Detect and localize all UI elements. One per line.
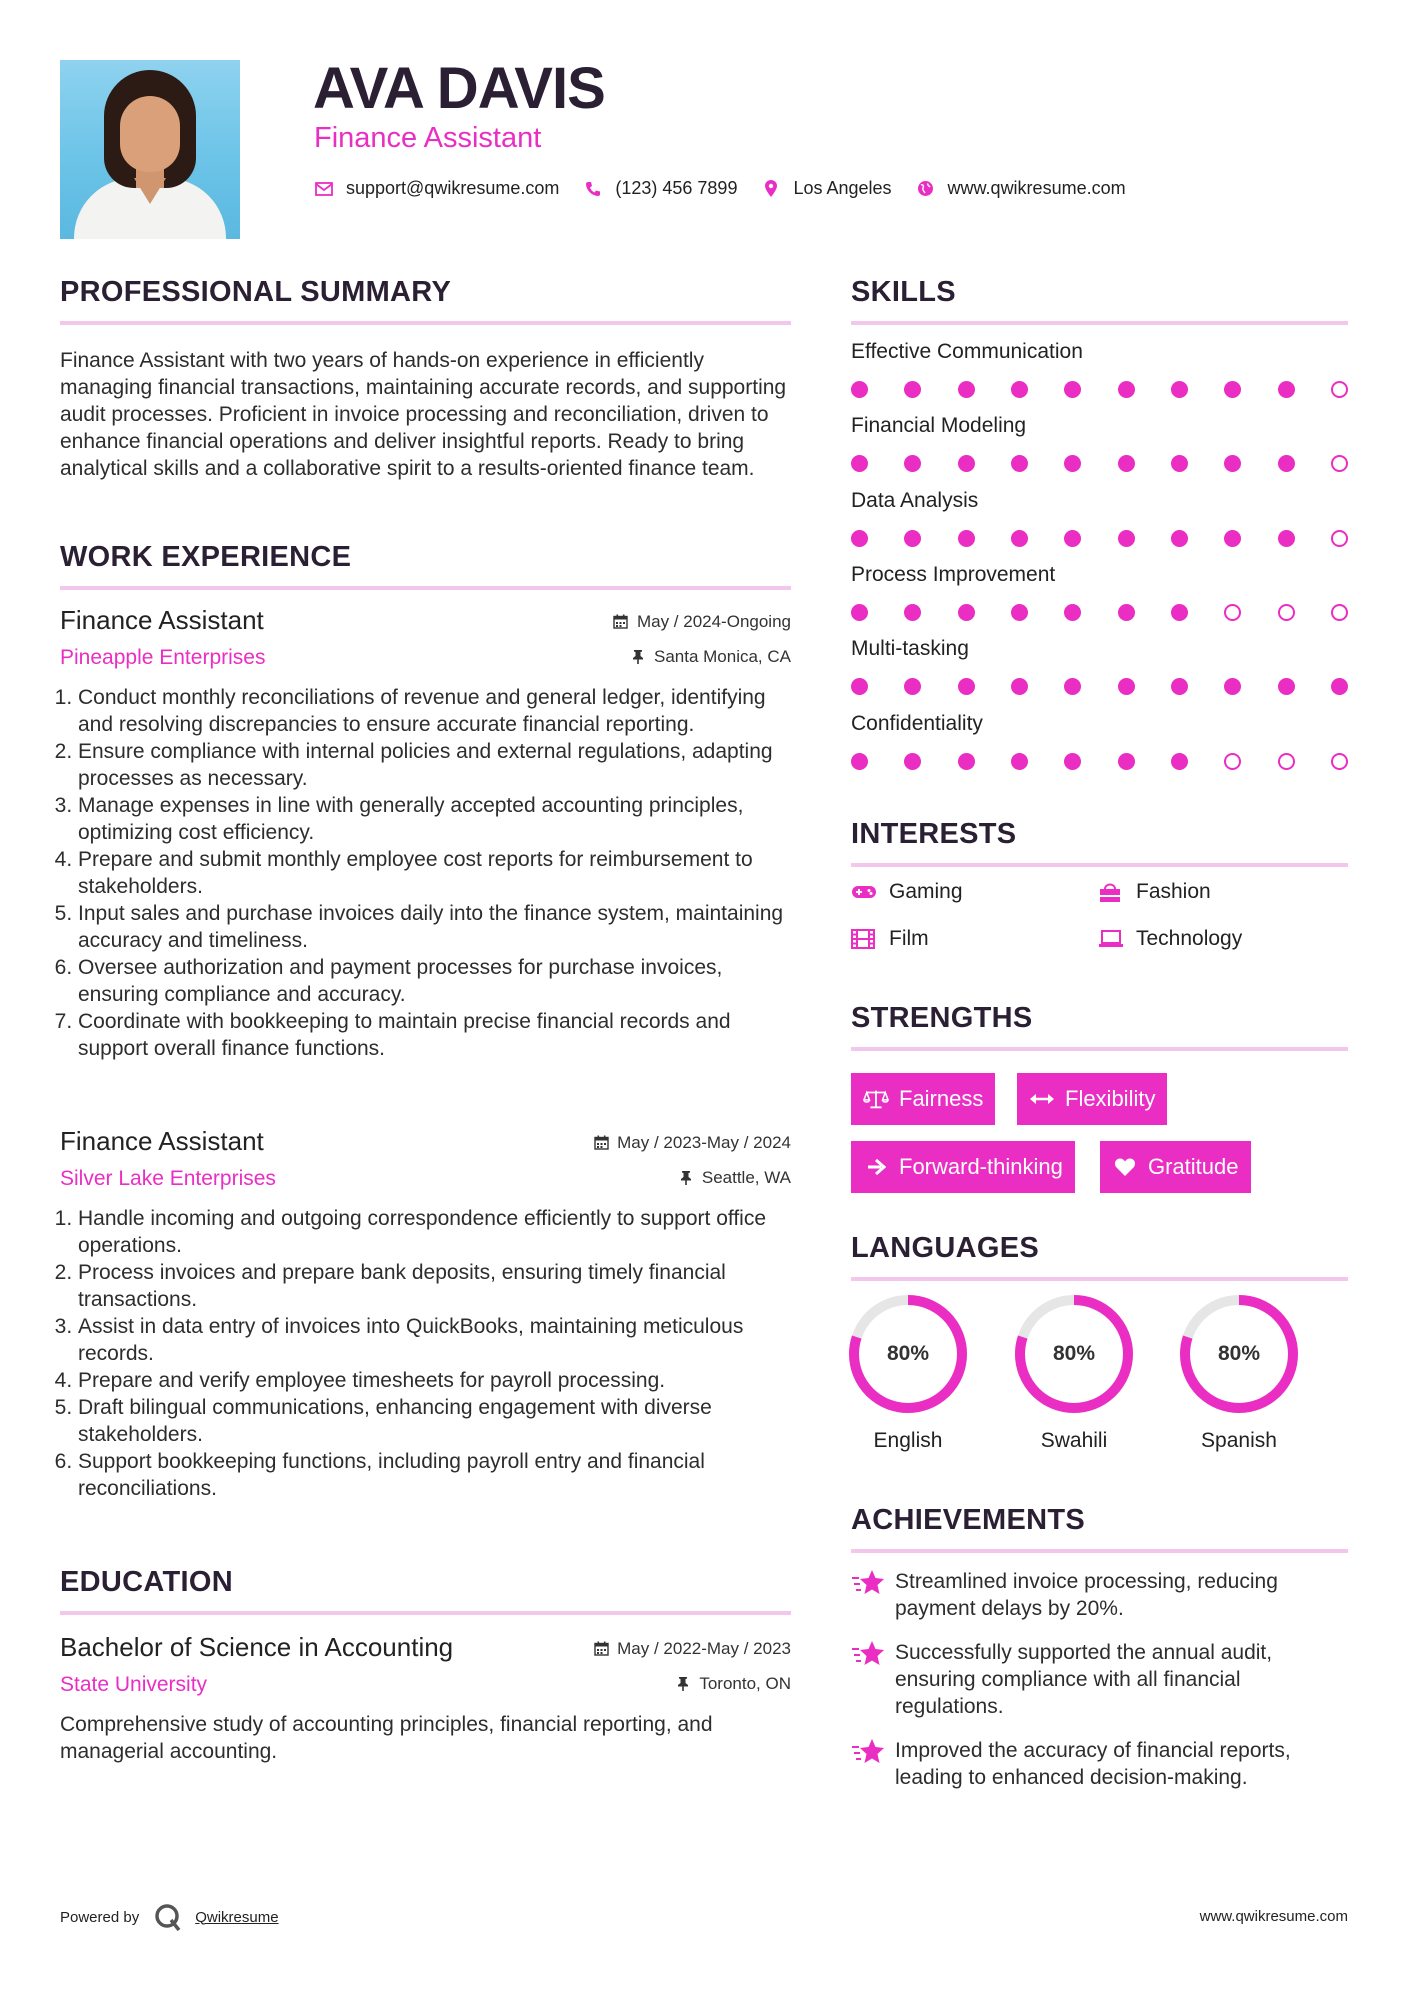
rating-dot-filled xyxy=(1278,530,1295,547)
education-entry xyxy=(60,1632,791,1765)
rating-dot-empty xyxy=(1331,530,1348,547)
location-text: Los Angeles xyxy=(793,178,892,198)
calendar-icon xyxy=(593,1641,609,1657)
rating-dot-filled xyxy=(1118,678,1135,695)
rating-dot-filled xyxy=(851,530,868,547)
skills-heading: SKILLS xyxy=(851,276,956,308)
interest-item xyxy=(851,927,929,951)
email-link[interactable]: support@qwikresume.com xyxy=(346,178,560,198)
arrows-horizontal-icon xyxy=(1029,1088,1055,1110)
duty-item: 2. Ensure compliance with internal policies and external regulations, adapting processes as necessary. xyxy=(78,738,791,792)
education-location xyxy=(675,1674,791,1694)
duty-item: 7. Coordinate with bookkeeping to maintain precise financial records and support overall finance functions. xyxy=(78,1008,791,1062)
skill-name: Multi-tasking xyxy=(851,637,969,660)
section-divider xyxy=(851,321,1348,325)
rating-dot-empty xyxy=(1278,604,1295,621)
rating-dot-filled xyxy=(1278,455,1295,472)
skill-item xyxy=(851,489,1348,547)
rating-dot-filled xyxy=(851,678,868,695)
job-date-text: May / 2024-Ongoing xyxy=(636,611,791,631)
rating-dot-empty xyxy=(1331,381,1348,398)
phone-icon xyxy=(583,179,603,199)
rating-dot-filled xyxy=(1011,604,1028,621)
globe-icon xyxy=(916,179,936,199)
calendar-icon xyxy=(593,1135,609,1151)
interest-item xyxy=(1098,927,1242,951)
achievement-text: Streamlined invoice processing, reducing payment delays by 20%. xyxy=(895,1570,1278,1620)
section-divider xyxy=(851,863,1348,867)
duty-item: 5. Draft bilingual communications, enhancing engagement with diverse stakeholders. xyxy=(78,1394,791,1448)
star-icon xyxy=(851,1737,885,1767)
skill-rating xyxy=(851,455,1348,472)
rating-dot-filled xyxy=(1118,381,1135,398)
job-entry xyxy=(60,1126,791,1502)
job-title: Finance Assistant xyxy=(60,1126,264,1156)
job-title: Finance Assistant xyxy=(60,605,264,635)
experience-section xyxy=(60,541,791,590)
footer-website[interactable]: www.qwikresume.com xyxy=(1199,1908,1348,1925)
job-entry xyxy=(60,605,791,1062)
strength-chip xyxy=(1100,1141,1251,1193)
rating-dot-filled xyxy=(904,753,921,770)
language-name: Spanish xyxy=(1201,1429,1277,1452)
job-location xyxy=(630,647,791,667)
skill-rating xyxy=(851,604,1348,621)
skill-item xyxy=(851,414,1348,472)
interest-label: Fashion xyxy=(1136,880,1211,903)
star-icon xyxy=(851,1568,885,1598)
rating-dot-filled xyxy=(958,604,975,621)
duty-item: 3. Assist in data entry of invoices into QuickBooks, maintaining meticulous records. xyxy=(78,1313,791,1367)
rating-dot-filled xyxy=(1118,530,1135,547)
skill-item xyxy=(851,637,1348,695)
skill-rating xyxy=(851,381,1348,398)
language-item xyxy=(1178,1293,1300,1453)
achievements-heading: ACHIEVEMENTS xyxy=(851,1504,1086,1536)
language-percent: 80% xyxy=(1217,1342,1261,1365)
section-divider xyxy=(60,1611,791,1615)
education-section xyxy=(60,1566,791,1615)
rating-dot-empty xyxy=(1224,604,1241,621)
skill-name: Financial Modeling xyxy=(851,414,1027,437)
rating-dot-filled xyxy=(1171,753,1188,770)
duty-item: 5. Input sales and purchase invoices daily into the finance system, maintaining accuracy and timeliness. xyxy=(78,900,791,954)
rating-dot-empty xyxy=(1224,753,1241,770)
section-divider xyxy=(60,321,791,325)
duty-item: 1. Handle incoming and outgoing correspondence efficiently to support office operations. xyxy=(78,1205,791,1259)
achievement-text: Successfully supported the annual audit, ensuring compliance with all financial regulations. xyxy=(895,1641,1273,1718)
rating-dot-filled xyxy=(1011,455,1028,472)
language-percent: 80% xyxy=(1052,1342,1096,1365)
skill-item xyxy=(851,563,1348,621)
rating-dot-filled xyxy=(1331,678,1348,695)
language-item xyxy=(1013,1293,1135,1453)
achievement-item xyxy=(851,1737,1348,1791)
rating-dot-filled xyxy=(1224,530,1241,547)
section-divider xyxy=(851,1277,1348,1281)
rating-dot-filled xyxy=(1224,455,1241,472)
brand-link[interactable]: Qwikresume xyxy=(195,1908,279,1926)
duty-item: 2. Process invoices and prepare bank deposits, ensuring timely financial transactions. xyxy=(78,1259,791,1313)
interests-heading: INTERESTS xyxy=(851,818,1017,850)
strength-label: Flexibility xyxy=(1065,1086,1156,1111)
duty-item: 1. Conduct monthly reconciliations of revenue and general ledger, identifying and resolving discrepancies to ensure accurate financial reporting. xyxy=(78,684,791,738)
rating-dot-filled xyxy=(1064,678,1081,695)
gamepad-icon xyxy=(851,881,877,903)
rating-dot-filled xyxy=(851,604,868,621)
skill-rating xyxy=(851,753,1348,770)
school-name: State University xyxy=(60,1673,208,1696)
language-gauge xyxy=(1178,1293,1300,1415)
job-location-text: Seattle, WA xyxy=(701,1167,791,1187)
qwikresume-logo-icon xyxy=(153,1902,183,1932)
envelope-icon xyxy=(314,179,334,199)
section-divider xyxy=(851,1047,1348,1051)
rating-dot-filled xyxy=(851,753,868,770)
interests-section xyxy=(851,818,1348,867)
education-description: Comprehensive study of accounting principles, financial reporting, and managerial accounting. xyxy=(60,1713,713,1763)
duty-item: 3. Manage expenses in line with generally accepted accounting principles, optimizing cost efficiency. xyxy=(78,792,791,846)
map-pin-icon xyxy=(761,179,781,199)
interest-item xyxy=(1098,880,1211,904)
arrow-right-icon xyxy=(863,1156,889,1178)
rating-dot-empty xyxy=(1278,753,1295,770)
job-date-text: May / 2023-May / 2024 xyxy=(617,1132,791,1152)
rating-dot-filled xyxy=(1064,530,1081,547)
language-name: English xyxy=(873,1429,943,1452)
rating-dot-filled xyxy=(1118,604,1135,621)
rating-dot-filled xyxy=(1224,381,1241,398)
languages-section xyxy=(851,1232,1348,1281)
calendar-icon xyxy=(613,614,629,630)
rating-dot-filled xyxy=(851,455,868,472)
rating-dot-filled xyxy=(904,381,921,398)
duties-list xyxy=(60,1205,791,1502)
rating-dot-filled xyxy=(904,678,921,695)
job-date xyxy=(613,612,791,632)
skill-name: Confidentiality xyxy=(851,712,983,735)
rating-dot-filled xyxy=(1064,604,1081,621)
skill-name: Process Improvement xyxy=(851,563,1056,586)
profile-photo xyxy=(60,60,240,239)
rating-dot-empty xyxy=(1331,455,1348,472)
rating-dot-filled xyxy=(904,604,921,621)
interest-label: Film xyxy=(889,927,929,950)
rating-dot-filled xyxy=(1224,678,1241,695)
candidate-role: Finance Assistant xyxy=(314,122,542,154)
rating-dot-filled xyxy=(1011,678,1028,695)
rating-dot-filled xyxy=(958,381,975,398)
skill-rating xyxy=(851,678,1348,695)
strength-chip xyxy=(1017,1073,1167,1125)
strength-label: Gratitude xyxy=(1148,1154,1239,1179)
skill-item xyxy=(851,712,1348,770)
strength-chip xyxy=(851,1141,1075,1193)
rating-dot-filled xyxy=(1118,455,1135,472)
pushpin-icon xyxy=(678,1170,694,1186)
skill-item xyxy=(851,340,1348,398)
rating-dot-filled xyxy=(904,530,921,547)
skill-rating xyxy=(851,530,1348,547)
rating-dot-filled xyxy=(1171,678,1188,695)
language-percent: 80% xyxy=(886,1342,930,1365)
company-name: Silver Lake Enterprises xyxy=(60,1167,276,1190)
summary-heading: PROFESSIONAL SUMMARY xyxy=(60,276,452,308)
summary-section xyxy=(60,276,791,482)
rating-dot-filled xyxy=(1011,381,1028,398)
heart-icon xyxy=(1112,1156,1138,1178)
powered-by-label: Powered by xyxy=(60,1908,140,1926)
language-item xyxy=(847,1293,969,1453)
interest-label: Gaming xyxy=(889,880,963,903)
strength-chip xyxy=(851,1073,995,1125)
language-name: Swahili xyxy=(1040,1429,1108,1452)
job-date xyxy=(593,1133,791,1153)
balance-scale-icon xyxy=(863,1088,889,1110)
star-icon xyxy=(851,1639,885,1669)
duty-item: 6. Support bookkeeping functions, including payroll entry and financial reconciliations. xyxy=(78,1448,791,1502)
skill-name: Effective Communication xyxy=(851,340,1083,363)
rating-dot-filled xyxy=(1171,530,1188,547)
footer-powered-by xyxy=(60,1902,279,1932)
rating-dot-filled xyxy=(1064,381,1081,398)
achievements-section xyxy=(851,1504,1348,1553)
education-date-text: May / 2022-May / 2023 xyxy=(617,1638,791,1658)
degree-title: Bachelor of Science in Accounting xyxy=(60,1632,454,1662)
education-heading: EDUCATION xyxy=(60,1566,233,1598)
rating-dot-empty xyxy=(1331,753,1348,770)
skill-name: Data Analysis xyxy=(851,489,979,512)
rating-dot-filled xyxy=(1064,753,1081,770)
achievement-item xyxy=(851,1568,1348,1622)
phone-number[interactable]: (123) 456 7899 xyxy=(615,178,738,198)
rating-dot-filled xyxy=(1171,604,1188,621)
rating-dot-filled xyxy=(1171,455,1188,472)
candidate-name: AVA DAVIS xyxy=(313,56,605,121)
job-location xyxy=(678,1168,791,1188)
contact-bar xyxy=(314,178,1150,199)
job-location-text: Santa Monica, CA xyxy=(653,646,791,666)
rating-dot-filled xyxy=(851,381,868,398)
rating-dot-empty xyxy=(1331,604,1348,621)
languages-heading: LANGUAGES xyxy=(851,1232,1039,1264)
strengths-section xyxy=(851,1002,1348,1051)
duty-item: 4. Prepare and verify employee timesheets for payroll processing. xyxy=(78,1367,791,1394)
laptop-icon xyxy=(1098,928,1124,950)
strengths-heading: STRENGTHS xyxy=(851,1002,1033,1034)
company-name: Pineapple Enterprises xyxy=(60,646,266,669)
shopping-bag-icon xyxy=(1098,881,1124,903)
pushpin-icon xyxy=(675,1676,691,1692)
strength-label: Fairness xyxy=(899,1086,984,1111)
rating-dot-filled xyxy=(904,455,921,472)
interest-item xyxy=(851,880,963,904)
rating-dot-filled xyxy=(958,678,975,695)
skills-section xyxy=(851,276,1348,325)
rating-dot-filled xyxy=(958,530,975,547)
rating-dot-filled xyxy=(1011,530,1028,547)
strength-label: Forward-thinking xyxy=(899,1154,1063,1179)
duties-list xyxy=(60,684,791,1062)
experience-heading: WORK EXPERIENCE xyxy=(60,541,352,573)
language-gauge xyxy=(847,1293,969,1415)
duty-item: 4. Prepare and submit monthly employee cost reports for reimbursement to stakeholders. xyxy=(78,846,791,900)
rating-dot-filled xyxy=(1118,753,1135,770)
rating-dot-filled xyxy=(1171,381,1188,398)
rating-dot-filled xyxy=(958,455,975,472)
pushpin-icon xyxy=(630,649,646,665)
education-location-text: Toronto, ON xyxy=(699,1673,791,1693)
rating-dot-filled xyxy=(1011,753,1028,770)
section-divider xyxy=(851,1549,1348,1553)
film-icon xyxy=(851,928,877,950)
summary-text: Finance Assistant with two years of hands-on experience in efficiently managing financial transactions, maintaining accurate records, and supporting audit processes. Proficient in invoice processing and reconciliation, driven to enhance financial operations and deliver insightful reports. Ready to bring analytical skills and a collaborative spirit to a results-oriented finance team. xyxy=(60,349,787,480)
website-link[interactable]: www.qwikresume.com xyxy=(947,178,1126,198)
rating-dot-filled xyxy=(958,753,975,770)
section-divider xyxy=(60,586,791,590)
achievement-item xyxy=(851,1639,1348,1720)
interest-label: Technology xyxy=(1136,927,1243,950)
education-date xyxy=(593,1639,791,1659)
rating-dot-filled xyxy=(1278,678,1295,695)
achievement-text: Improved the accuracy of financial reports, leading to enhanced decision-making. xyxy=(895,1739,1291,1789)
rating-dot-filled xyxy=(1278,381,1295,398)
rating-dot-filled xyxy=(1064,455,1081,472)
language-gauge xyxy=(1013,1293,1135,1415)
duty-item: 6. Oversee authorization and payment processes for purchase invoices, ensuring compliance and accuracy. xyxy=(78,954,791,1008)
